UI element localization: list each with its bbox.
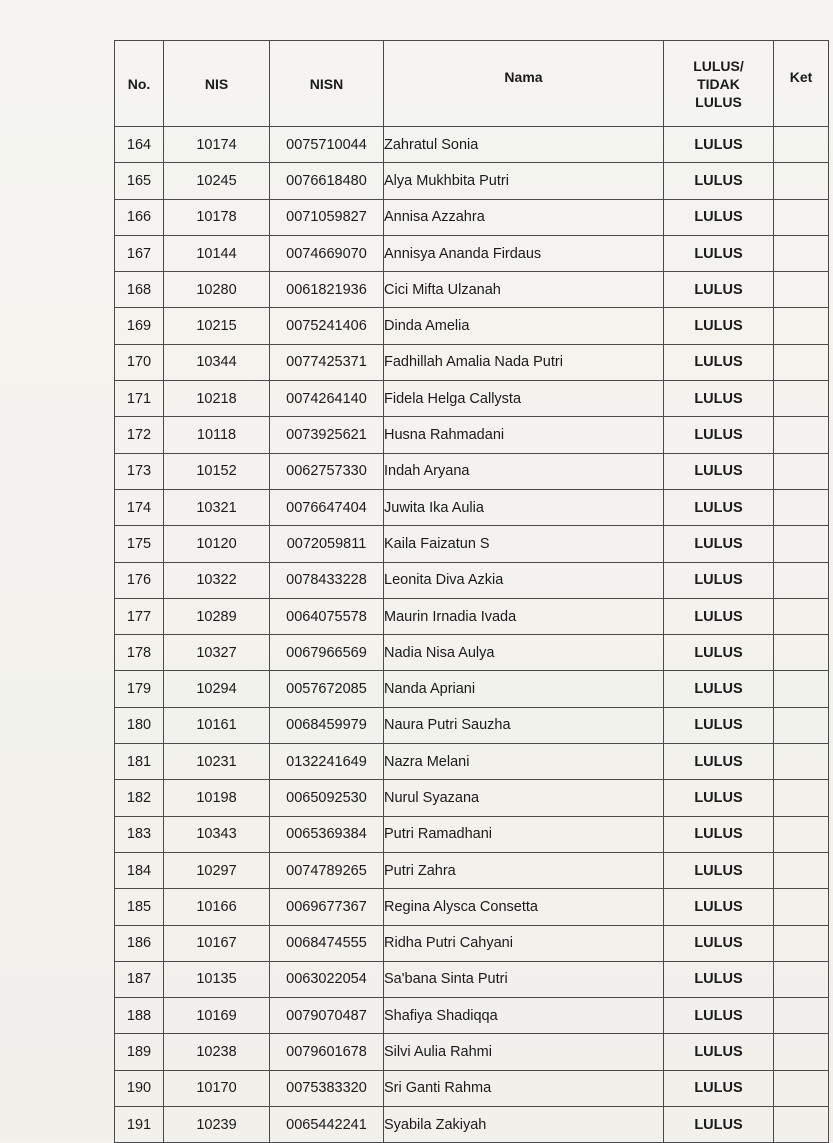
- cell-nis: 10135: [164, 961, 270, 997]
- cell-ket: [774, 744, 829, 780]
- cell-ket: [774, 489, 829, 525]
- cell-nis: 10297: [164, 852, 270, 888]
- table-row: [115, 562, 829, 598]
- cell-ket: [774, 925, 829, 961]
- cell-nis: 10245: [164, 163, 270, 199]
- cell-nisn: 0073925621: [270, 417, 384, 453]
- cell-nis: 10167: [164, 925, 270, 961]
- cell-ket: [774, 1070, 829, 1106]
- cell-ket: [774, 707, 829, 743]
- cell-no: 190: [115, 1070, 164, 1106]
- cell-ket: [774, 961, 829, 997]
- cell-ket: [774, 199, 829, 235]
- cell-nama: Sa'bana Sinta Putri: [384, 961, 664, 997]
- cell-nama: Silvi Aulia Rahmi: [384, 1034, 664, 1070]
- header-status: [664, 41, 774, 127]
- cell-no: 179: [115, 671, 164, 707]
- cell-no: 167: [115, 235, 164, 271]
- table-row: [115, 1070, 829, 1106]
- cell-nama: Alya Mukhbita Putri: [384, 163, 664, 199]
- cell-status: LULUS: [664, 598, 774, 634]
- cell-nisn: 0074264140: [270, 381, 384, 417]
- cell-ket: [774, 163, 829, 199]
- table-row: [115, 852, 829, 888]
- cell-ket: [774, 852, 829, 888]
- table-row: [115, 344, 829, 380]
- cell-nama: Nadia Nisa Aulya: [384, 635, 664, 671]
- cell-nis: 10178: [164, 199, 270, 235]
- cell-no: 170: [115, 344, 164, 380]
- graduation-results-table: [114, 40, 829, 1143]
- cell-nisn: 0065092530: [270, 780, 384, 816]
- table-row: [115, 381, 829, 417]
- cell-ket: [774, 1107, 829, 1143]
- cell-nisn: 0069677367: [270, 889, 384, 925]
- cell-no: 185: [115, 889, 164, 925]
- cell-ket: [774, 344, 829, 380]
- cell-nisn: 0062757330: [270, 453, 384, 489]
- cell-status: LULUS: [664, 526, 774, 562]
- cell-ket: [774, 998, 829, 1034]
- table-row: [115, 453, 829, 489]
- cell-nama: Ridha Putri Cahyani: [384, 925, 664, 961]
- cell-no: 172: [115, 417, 164, 453]
- cell-nis: 10161: [164, 707, 270, 743]
- cell-status: LULUS: [664, 344, 774, 380]
- cell-no: 191: [115, 1107, 164, 1143]
- table-row: [115, 925, 829, 961]
- cell-nama: Fadhillah Amalia Nada Putri: [384, 344, 664, 380]
- cell-nama: Nazra Melani: [384, 744, 664, 780]
- cell-ket: [774, 308, 829, 344]
- cell-nis: 10169: [164, 998, 270, 1034]
- header-ket: Ket: [774, 41, 829, 127]
- cell-nis: 10198: [164, 780, 270, 816]
- cell-nama: Fidela Helga Callysta: [384, 381, 664, 417]
- table-row: [115, 199, 829, 235]
- cell-status: LULUS: [664, 852, 774, 888]
- table-row: [115, 417, 829, 453]
- cell-status: LULUS: [664, 489, 774, 525]
- cell-nisn: 0074669070: [270, 235, 384, 271]
- cell-nis: 10327: [164, 635, 270, 671]
- cell-nama: Shafiya Shadiqqa: [384, 998, 664, 1034]
- cell-ket: [774, 127, 829, 163]
- cell-nisn: 0132241649: [270, 744, 384, 780]
- cell-nama: Cici Mifta Ulzanah: [384, 272, 664, 308]
- cell-no: 166: [115, 199, 164, 235]
- cell-nama: Zahratul Sonia: [384, 127, 664, 163]
- cell-nis: 10152: [164, 453, 270, 489]
- cell-nis: 10294: [164, 671, 270, 707]
- cell-no: 177: [115, 598, 164, 634]
- cell-nisn: 0079070487: [270, 998, 384, 1034]
- cell-nama: Nanda Apriani: [384, 671, 664, 707]
- cell-no: 189: [115, 1034, 164, 1070]
- cell-nama: Maurin Irnadia Ivada: [384, 598, 664, 634]
- cell-nis: 10289: [164, 598, 270, 634]
- cell-no: 182: [115, 780, 164, 816]
- cell-no: 171: [115, 381, 164, 417]
- header-status-line2: TIDAK: [697, 75, 740, 92]
- cell-status: LULUS: [664, 635, 774, 671]
- header-row: [115, 41, 829, 127]
- cell-nis: 10239: [164, 1107, 270, 1143]
- table-row: [115, 272, 829, 308]
- table-row: [115, 1107, 829, 1143]
- table-row: [115, 526, 829, 562]
- cell-nis: 10215: [164, 308, 270, 344]
- cell-nisn: 0075710044: [270, 127, 384, 163]
- cell-ket: [774, 889, 829, 925]
- cell-nama: Juwita Ika Aulia: [384, 489, 664, 525]
- cell-nisn: 0063022054: [270, 961, 384, 997]
- cell-nis: 10238: [164, 1034, 270, 1070]
- cell-ket: [774, 671, 829, 707]
- cell-status: LULUS: [664, 998, 774, 1034]
- cell-status: LULUS: [664, 417, 774, 453]
- cell-no: 178: [115, 635, 164, 671]
- cell-status: LULUS: [664, 199, 774, 235]
- table-row: [115, 1034, 829, 1070]
- cell-status: LULUS: [664, 381, 774, 417]
- cell-nis: 10322: [164, 562, 270, 598]
- cell-no: 181: [115, 744, 164, 780]
- cell-status: LULUS: [664, 780, 774, 816]
- cell-status: LULUS: [664, 961, 774, 997]
- cell-ket: [774, 235, 829, 271]
- cell-status: LULUS: [664, 127, 774, 163]
- cell-nisn: 0061821936: [270, 272, 384, 308]
- cell-nis: 10120: [164, 526, 270, 562]
- cell-status: LULUS: [664, 1107, 774, 1143]
- cell-nis: 10231: [164, 744, 270, 780]
- cell-nama: Regina Alysca Consetta: [384, 889, 664, 925]
- cell-nisn: 0075241406: [270, 308, 384, 344]
- cell-nisn: 0076647404: [270, 489, 384, 525]
- cell-nisn: 0065442241: [270, 1107, 384, 1143]
- cell-status: LULUS: [664, 889, 774, 925]
- cell-no: 187: [115, 961, 164, 997]
- cell-nis: 10344: [164, 344, 270, 380]
- cell-nis: 10343: [164, 816, 270, 852]
- header-nisn: NISN: [270, 41, 384, 127]
- cell-status: LULUS: [664, 453, 774, 489]
- cell-status: LULUS: [664, 163, 774, 199]
- cell-nama: Husna Rahmadani: [384, 417, 664, 453]
- cell-nisn: 0072059811: [270, 526, 384, 562]
- cell-ket: [774, 816, 829, 852]
- header-status-line3: LULUS: [695, 93, 742, 110]
- table-row: [115, 635, 829, 671]
- table-row: [115, 163, 829, 199]
- cell-nisn: 0074789265: [270, 852, 384, 888]
- cell-nama: Nurul Syazana: [384, 780, 664, 816]
- table-row: [115, 671, 829, 707]
- cell-nis: 10118: [164, 417, 270, 453]
- cell-nama: Putri Zahra: [384, 852, 664, 888]
- cell-nama: Leonita Diva Azkia: [384, 562, 664, 598]
- cell-no: 176: [115, 562, 164, 598]
- table-row: [115, 889, 829, 925]
- cell-status: LULUS: [664, 308, 774, 344]
- table-row: [115, 489, 829, 525]
- cell-ket: [774, 635, 829, 671]
- cell-nis: 10166: [164, 889, 270, 925]
- table-row: [115, 308, 829, 344]
- table-row: [115, 961, 829, 997]
- cell-nama: Kaila Faizatun S: [384, 526, 664, 562]
- cell-ket: [774, 526, 829, 562]
- cell-nisn: 0071059827: [270, 199, 384, 235]
- cell-nama: Syabila Zakiyah: [384, 1107, 664, 1143]
- cell-nama: Naura Putri Sauzha: [384, 707, 664, 743]
- cell-nama: Dinda Amelia: [384, 308, 664, 344]
- cell-ket: [774, 272, 829, 308]
- cell-status: LULUS: [664, 1070, 774, 1106]
- cell-no: 180: [115, 707, 164, 743]
- cell-nama: Putri Ramadhani: [384, 816, 664, 852]
- cell-nis: 10144: [164, 235, 270, 271]
- table-row: [115, 235, 829, 271]
- cell-nisn: 0079601678: [270, 1034, 384, 1070]
- cell-no: 164: [115, 127, 164, 163]
- cell-no: 184: [115, 852, 164, 888]
- cell-ket: [774, 453, 829, 489]
- cell-no: 173: [115, 453, 164, 489]
- cell-nama: Annisa Azzahra: [384, 199, 664, 235]
- cell-ket: [774, 381, 829, 417]
- cell-nis: 10174: [164, 127, 270, 163]
- cell-nama: Annisya Ananda Firdaus: [384, 235, 664, 271]
- cell-no: 175: [115, 526, 164, 562]
- table-row: [115, 744, 829, 780]
- cell-status: LULUS: [664, 744, 774, 780]
- cell-nama: Sri Ganti Rahma: [384, 1070, 664, 1106]
- table-body: [115, 127, 829, 1143]
- cell-ket: [774, 1034, 829, 1070]
- cell-no: 169: [115, 308, 164, 344]
- cell-nis: 10321: [164, 489, 270, 525]
- table-row: [115, 598, 829, 634]
- cell-status: LULUS: [664, 272, 774, 308]
- cell-nisn: 0068474555: [270, 925, 384, 961]
- table-row: [115, 780, 829, 816]
- cell-status: LULUS: [664, 925, 774, 961]
- header-status-line1: LULUS/: [693, 57, 744, 74]
- table-row: [115, 816, 829, 852]
- cell-no: 165: [115, 163, 164, 199]
- cell-nisn: 0075383320: [270, 1070, 384, 1106]
- cell-ket: [774, 562, 829, 598]
- cell-no: 183: [115, 816, 164, 852]
- cell-no: 188: [115, 998, 164, 1034]
- cell-status: LULUS: [664, 707, 774, 743]
- cell-nisn: 0067966569: [270, 635, 384, 671]
- cell-nis: 10280: [164, 272, 270, 308]
- cell-nisn: 0078433228: [270, 562, 384, 598]
- cell-nisn: 0068459979: [270, 707, 384, 743]
- cell-status: LULUS: [664, 816, 774, 852]
- cell-status: LULUS: [664, 671, 774, 707]
- cell-nis: 10170: [164, 1070, 270, 1106]
- header-no: No.: [115, 41, 164, 127]
- cell-status: LULUS: [664, 562, 774, 598]
- cell-nis: 10218: [164, 381, 270, 417]
- header-nis: NIS: [164, 41, 270, 127]
- cell-no: 168: [115, 272, 164, 308]
- cell-status: LULUS: [664, 1034, 774, 1070]
- header-nama: Nama: [384, 41, 664, 127]
- cell-status: LULUS: [664, 235, 774, 271]
- table-row: [115, 707, 829, 743]
- cell-ket: [774, 417, 829, 453]
- cell-nisn: 0065369384: [270, 816, 384, 852]
- cell-nisn: 0064075578: [270, 598, 384, 634]
- table-row: [115, 127, 829, 163]
- cell-nisn: 0076618480: [270, 163, 384, 199]
- cell-no: 174: [115, 489, 164, 525]
- cell-ket: [774, 598, 829, 634]
- cell-nama: Indah Aryana: [384, 453, 664, 489]
- cell-nisn: 0057672085: [270, 671, 384, 707]
- cell-no: 186: [115, 925, 164, 961]
- table-row: [115, 998, 829, 1034]
- cell-ket: [774, 780, 829, 816]
- cell-nisn: 0077425371: [270, 344, 384, 380]
